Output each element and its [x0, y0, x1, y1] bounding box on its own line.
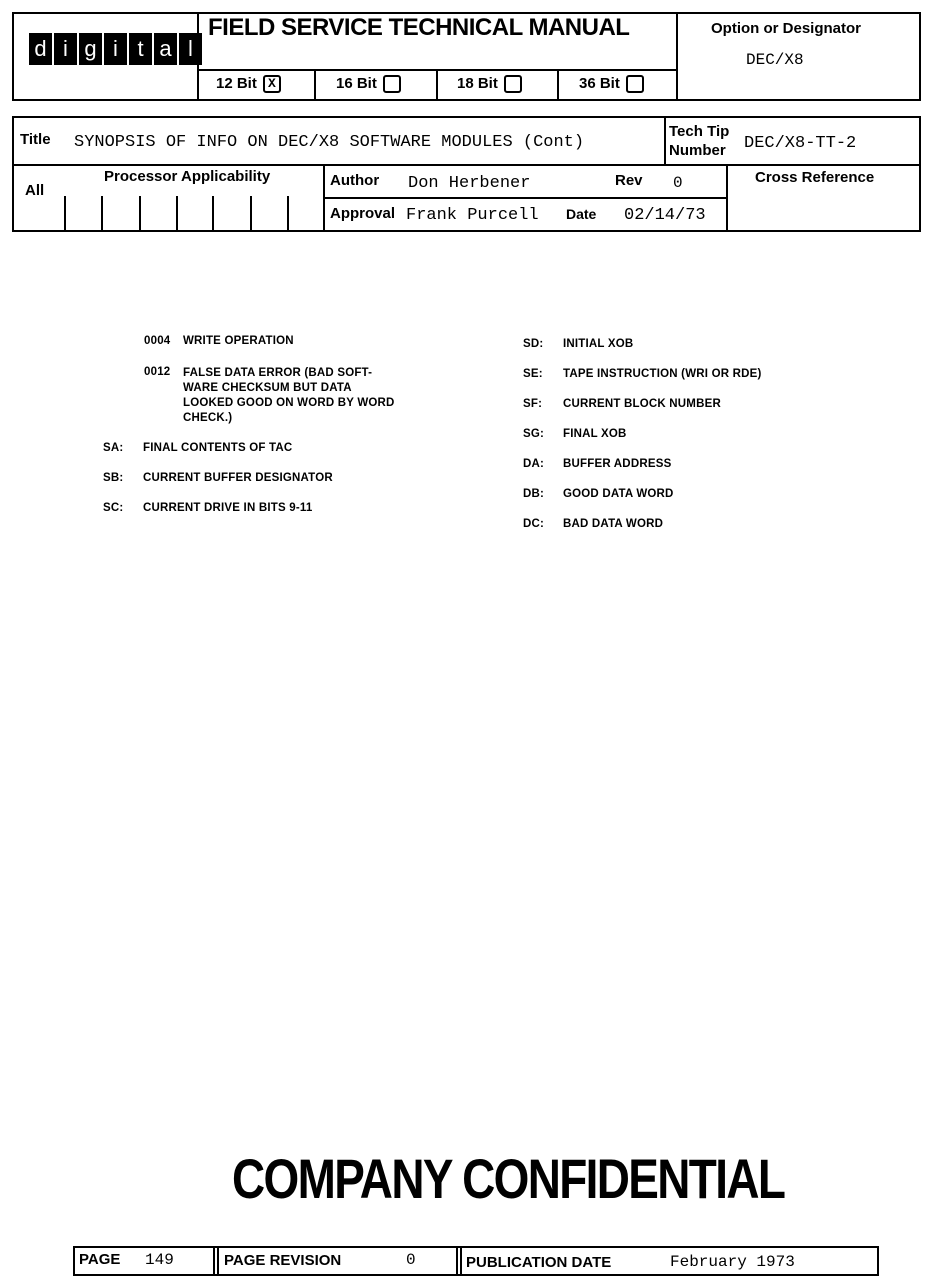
- entry-text: CURRENT BLOCK NUMBER: [563, 398, 721, 410]
- entry-sg: [523, 428, 627, 440]
- code-row-0004: [144, 335, 294, 347]
- crossref-label: Cross Reference: [755, 169, 875, 186]
- code-row-0012: [144, 366, 395, 424]
- checkbox-12-bit: X: [263, 75, 281, 93]
- date-label: Date: [566, 206, 597, 222]
- date-value: 02/14/73: [624, 206, 706, 225]
- checkbox-18-bit: [504, 75, 522, 93]
- techtip-label: Tech Tip Number: [669, 123, 730, 159]
- entry-text: TAPE INSTRUCTION (WRI OR RDE): [563, 368, 762, 380]
- option-label: Option or Designator: [711, 20, 861, 37]
- entry-code: SG:: [523, 428, 545, 440]
- page-value: 149: [145, 1251, 174, 1269]
- logo-letter: i: [54, 33, 77, 65]
- all-label: All: [25, 182, 45, 199]
- checkbox-16-bit: [383, 75, 401, 93]
- entry-text: GOOD DATA WORD: [563, 488, 674, 500]
- entry-code: SB:: [103, 472, 124, 484]
- logo-letter: i: [104, 33, 127, 65]
- rev-value: 0: [673, 174, 683, 192]
- revision-label: PAGE REVISION: [224, 1252, 342, 1269]
- processor-label: Processor Applicability: [104, 168, 271, 185]
- entry-text: BAD DATA WORD: [563, 518, 664, 530]
- manual-title: FIELD SERVICE TECHNICAL MANUAL: [208, 14, 630, 41]
- entry-code: SC:: [103, 502, 124, 514]
- approval-value: Frank Purcell: [406, 206, 539, 225]
- entry-text: CURRENT DRIVE IN BITS 9-11: [143, 502, 313, 514]
- entry-sf: [523, 398, 721, 410]
- entry-code: SA:: [103, 442, 124, 454]
- title-value: SYNOPSIS OF INFO ON DEC/X8 SOFTWARE MODULES (Cont): [74, 133, 585, 152]
- entry-code: SF:: [523, 398, 543, 410]
- entry-text: CURRENT BUFFER DESIGNATOR: [143, 472, 333, 484]
- code-text: FALSE DATA ERROR (BAD SOFT- WARE CHECKSUM BUT DATA LOOKED GOOD ON WORD BY WORD CHECK.): [183, 367, 395, 424]
- bit-option-16: 16 Bit: [336, 75, 401, 93]
- option-value: DEC/X8: [746, 51, 804, 69]
- rev-label: Rev: [615, 172, 643, 189]
- entry-code: DB:: [523, 488, 545, 500]
- entry-text: FINAL CONTENTS OF TAC: [143, 442, 293, 454]
- entry-db: [523, 488, 674, 500]
- entry-sc: [103, 502, 313, 514]
- bit-option-36: 36 Bit: [579, 75, 644, 93]
- page-label: PAGE: [79, 1251, 121, 1268]
- logo-letter: g: [79, 33, 102, 65]
- logo-letter: l: [179, 33, 202, 65]
- checkbox-36-bit: [626, 75, 644, 93]
- logo-letter: t: [129, 33, 152, 65]
- code-number: 0004: [144, 335, 171, 347]
- entry-text: INITIAL XOB: [563, 338, 634, 350]
- title-label: Title: [20, 131, 51, 148]
- entry-code: DC:: [523, 518, 545, 530]
- pubdate-value: February 1973: [670, 1253, 795, 1271]
- company-confidential-stamp: COMPANY CONFIDENTIAL: [232, 1147, 785, 1210]
- entry-text: BUFFER ADDRESS: [563, 458, 672, 470]
- code-number: 0012: [144, 366, 171, 378]
- entry-dc: [523, 518, 664, 530]
- revision-value: 0: [406, 1251, 416, 1269]
- author-label: Author: [330, 172, 380, 189]
- approval-label: Approval: [330, 205, 396, 222]
- code-text: WRITE OPERATION: [183, 335, 294, 347]
- digital-logo: [29, 33, 202, 65]
- logo-letter: a: [154, 33, 177, 65]
- entry-sa: [103, 442, 293, 454]
- bit-option-12: 12 Bit X: [216, 75, 281, 93]
- entry-sb: [103, 472, 333, 484]
- entry-code: DA:: [523, 458, 545, 470]
- entry-se: [523, 368, 762, 380]
- entry-text: FINAL XOB: [563, 428, 627, 440]
- entry-code: SE:: [523, 368, 543, 380]
- entry-code: SD:: [523, 338, 544, 350]
- entry-sd: [523, 338, 634, 350]
- author-value: Don Herbener: [408, 174, 531, 193]
- logo-letter: d: [29, 33, 52, 65]
- entry-da: [523, 458, 672, 470]
- bit-option-18: 18 Bit: [457, 75, 522, 93]
- pubdate-label: PUBLICATION DATE: [466, 1254, 612, 1271]
- techtip-value: DEC/X8-TT-2: [744, 134, 857, 153]
